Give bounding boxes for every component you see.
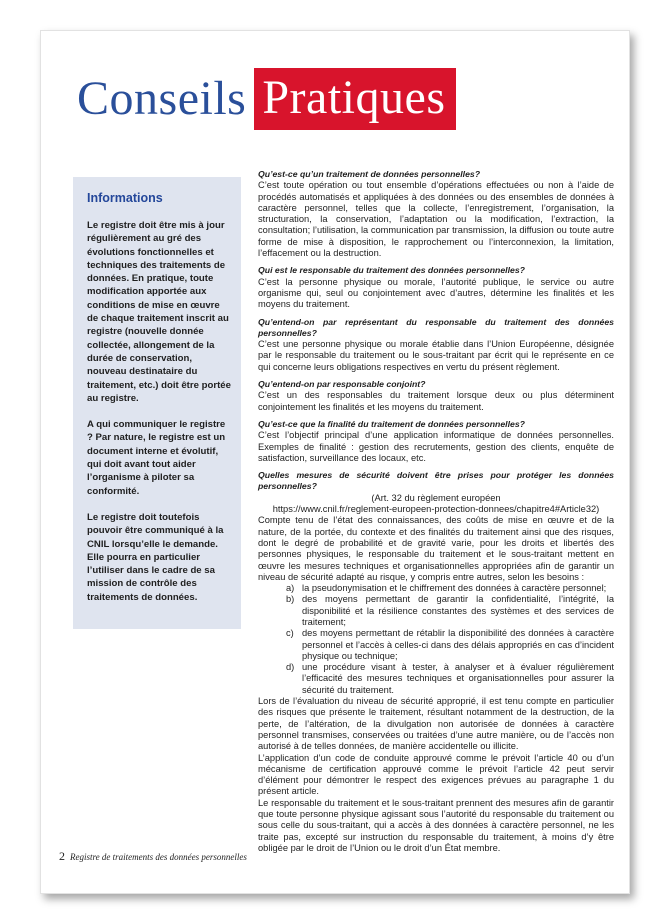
list-item-text: la pseudonymisation et le chiffrement des données à caractère personnel; — [302, 583, 607, 594]
answer-text: C’est la personne physique ou morale, l’autorité publique, le service ou autre organisme qui, seul ou conjointement avec d’autres, détermine les finalités et les moyens du traitement. — [258, 276, 614, 310]
main-content — [258, 169, 614, 854]
article-reference-url: https://www.cnil.fr/reglement-europeen-protection-donnees/chapitre4#Article32) — [272, 504, 600, 515]
sidebar-paragraph: Elle pourra en particulier l’utiliser dans le cadre de sa mission de contrôle des traitements de données. — [87, 551, 215, 603]
question-heading: Qu’est-ce que la finalité du traitement de données personnelles? — [258, 418, 525, 429]
list-item — [286, 628, 614, 662]
page-number: 2 — [59, 849, 65, 863]
sidebar-paragraph: A qui communiquer le registre ? Par nature, le registre est un document interne et évolutif, qui doit avant tout aider l’organisme à piloter sa conformité. — [87, 419, 226, 497]
title-pratiques-badge: Pratiques — [254, 68, 455, 130]
answer-text: C’est un des responsables du traitement lorsque deux ou plus déterminent conjointement les finalités et les moyens du traitement. — [258, 390, 614, 412]
document-page — [40, 30, 630, 894]
question-heading: Qu’entend-on par responsable conjoint? — [258, 379, 426, 390]
sidebar-paragraph: Le registre doit être mis à jour régulièrement au gré des évolutions fonctionnelles et techniques des traitements de données. En pratique, toute modification apportée aux conditions de mise en œuvre de chaque traitement inscrit au registre (nouvelle donnée collectée, allongement de la durée de conservation, nouveau destinataire du traitement, etc.) doit être portée au registre. — [87, 220, 231, 404]
footer-caption: Registre de traitements des données personnelles — [70, 852, 247, 862]
security-measures-list — [258, 583, 614, 696]
question-heading: Qu’entend-on par représentant du responsable du traitement des données personnelles? — [258, 316, 614, 338]
list-item-text: des moyens permettant de rétablir la disponibilité des données à caractère personnel et l’accès à celles-ci dans des délais appropriés en cas d’incident physique ou technique; — [302, 628, 614, 661]
question-heading: Qu’est-ce qu’un traitement de données personnelles? — [258, 169, 481, 179]
list-marker: d) — [286, 662, 295, 673]
list-item-text: une procédure visant à tester, à analyser et à évaluer régulièrement l’efficacité des mesures techniques et organisationnelles pour assurer la sécurité du traitement. — [302, 662, 614, 695]
list-marker: b) — [286, 594, 295, 605]
answer-text: C’est toute opération ou tout ensemble d’opérations effectuées ou non à l’aide de procédés automatisés et appliquées à des données ou des ensembles de données à caractère personnel, telles que la collecte, l’enregistrement, l’organisation, la structuration, la conservation, l’adaptation ou la modification, l’extraction, la consultation; l’utilisation, la communication par transmission, la diffusion ou toute autre forme de mise à disposition, le rapprochement ou l’interconnexion, la limitation, l’effacement ou la destruction. — [258, 180, 614, 259]
list-item — [286, 662, 614, 696]
article-reference: (Art. 32 du règlement européen — [371, 492, 501, 503]
question-heading: Qui est le responsable du traitement des données personnelles? — [258, 265, 525, 276]
list-marker: a) — [286, 583, 295, 594]
security-intro: Compte tenu de l’état des connaissances, des coûts de mise en œuvre et de la nature, de la portée, du contexte et des finalités du traitement ainsi que des risques, dont le degré de probabilité et de gravité varie, pour les droits et libertés des personnes physiques, le responsable du traitement et le sous-traitant mettent en œuvre les mesures techniques et organisationnelles appropriées afin de garantir un niveau de sécurité adapté au risque, y compris entre autres, selon les besoins : — [258, 515, 614, 582]
list-item — [286, 594, 614, 628]
sidebar-heading: Informations — [87, 191, 163, 205]
answer-text: C’est une personne physique ou morale établie dans l’Union Européenne, désignée par le responsable du traitement ou le sous-traitant par écrit qui le représente en ce qui concerne leurs obligations respectives en vertu du présent règlement. — [258, 339, 614, 372]
question-heading: Quelles mesures de sécurité doivent être prises pour protéger les données personnelles? — [258, 470, 614, 492]
page-title — [77, 67, 456, 131]
title-conseils: Conseils — [77, 72, 247, 125]
answer-text: C’est l’objectif principal d’une application informatique de données personnelles. Exemples de finalité : gestion des recrutements, gestion des clients, enquête de satisfaction, surveillance des locaux, etc. — [258, 430, 614, 463]
body-paragraph: L’application d’un code de conduite approuvé comme le prévoit l’article 40 ou d’un mécanisme de certification approuvé comme le prévoit l’article 42 peut servir d’élément pour démontrer le respect des exigences prévues au paragraphe 1 du présent article. — [258, 752, 614, 797]
list-item — [286, 583, 614, 594]
body-paragraph: Le responsable du traitement et le sous-traitant prennent des mesures afin de garantir que toute personne physique agissant sous l’autorité du responsable du traitement ou sous celle du sous-traitant, qui a accès à des données à caractère personnel, ne les traite pas, excepté sur instruction du responsable du traitement, à moins d’y être obligée par le droit de l’Union ou le droit d’un État membre. — [258, 797, 614, 853]
list-marker: c) — [286, 628, 294, 639]
page-footer — [59, 849, 247, 864]
list-item-text: des moyens permettant de garantir la confidentialité, l’intégrité, la disponibilité et la résilience constantes des systèmes et des services de traitement; — [302, 594, 614, 627]
informations-sidebar — [73, 177, 241, 629]
sidebar-paragraph: Le registre doit toutefois pouvoir être communiqué à la CNIL lorsqu’elle le demande. — [87, 511, 224, 550]
body-paragraph: Lors de l’évaluation du niveau de sécurité approprié, il est tenu compte en particulier des risques que présente le traitement, résultant notamment de la destruction, de la perte, de l’altération, de la divulgation non autorisée de données à caractère personnel transmises, conservées ou traitées d’une autre manière, ou de l’accès non autorisé à de telles données, de manière accidentelle ou illicite. — [258, 696, 614, 752]
